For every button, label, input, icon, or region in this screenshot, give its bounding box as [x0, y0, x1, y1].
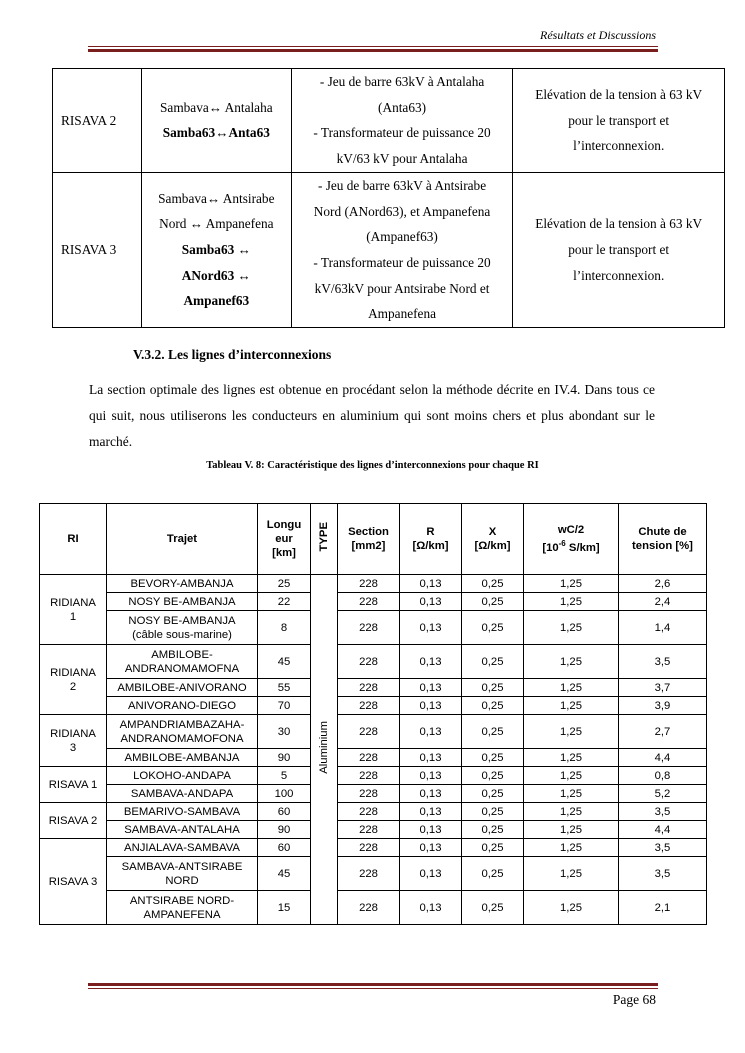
reactance-cell: 0,25	[462, 821, 524, 839]
substation-equipment-cell: - Jeu de barre 63kV à Antsirabe Nord (ANord63), et Ampanefena (Ampanef63) - Transformateur de puissance 20 kV/63kV pour Antsirabe Nord et Ampanefena	[291, 172, 513, 327]
voltage-drop-cell: 5,2	[619, 785, 707, 803]
substation-ri-cell: RISAVA 3	[53, 172, 142, 327]
table-caption: Tableau V. 8: Caractéristique des lignes d’interconnexions pour chaque RI	[206, 460, 539, 471]
section-cell: 228	[338, 715, 400, 749]
table-header-row	[40, 504, 707, 575]
header-type: TYPE	[311, 504, 338, 575]
reactance-cell: 0,25	[462, 645, 524, 679]
longueur-cell: 25	[258, 575, 311, 593]
capacitance-cell: 1,25	[524, 749, 619, 767]
ri-group-cell: RISAVA 1	[40, 767, 107, 803]
trajet-cell: AMPANDRIAMBAZAHA- ANDRANOMAMOFONA	[107, 715, 258, 749]
trajet-cell: ANTSIRABE NORD- AMPANEFENA	[107, 891, 258, 925]
capacitance-cell: 1,25	[524, 839, 619, 857]
longueur-cell: 15	[258, 891, 311, 925]
voltage-drop-cell: 2,4	[619, 593, 707, 611]
reactance-cell: 0,25	[462, 575, 524, 593]
trajet-cell: BEMARIVO-SAMBAVA	[107, 803, 258, 821]
header-resistance: R [Ω/km]	[400, 504, 462, 575]
footer-rule-thin	[88, 988, 658, 989]
substation-row	[53, 172, 725, 327]
reactance-cell: 0,25	[462, 767, 524, 785]
section-cell: 228	[338, 767, 400, 785]
voltage-drop-cell: 3,9	[619, 697, 707, 715]
trajet-cell: AMBILOBE-ANIVORANO	[107, 679, 258, 697]
page-number: Page 68	[612, 992, 656, 1007]
longueur-cell: 5	[258, 767, 311, 785]
longueur-cell: 22	[258, 593, 311, 611]
longueur-cell: 90	[258, 749, 311, 767]
resistance-cell: 0,13	[400, 645, 462, 679]
ri-group-cell: RIDIANA 1	[40, 575, 107, 645]
resistance-cell: 0,13	[400, 593, 462, 611]
ri-group-cell: RISAVA 3	[40, 839, 107, 925]
reactance-cell: 0,25	[462, 749, 524, 767]
table-row	[40, 715, 707, 749]
reactance-cell: 0,25	[462, 611, 524, 645]
trajet-cell: ANIVORANO-DIEGO	[107, 697, 258, 715]
reactance-cell: 0,25	[462, 803, 524, 821]
interconnection-lines-table	[39, 503, 707, 925]
trajet-cell: LOKOHO-ANDAPA	[107, 767, 258, 785]
resistance-cell: 0,13	[400, 715, 462, 749]
section-cell: 228	[338, 679, 400, 697]
voltage-drop-cell: 3,7	[619, 679, 707, 697]
type-cell: Aluminium	[311, 575, 338, 925]
longueur-cell: 45	[258, 857, 311, 891]
resistance-cell: 0,13	[400, 821, 462, 839]
header-voltage-drop: Chute de tension [%]	[619, 504, 707, 575]
running-header-title: Résultats et Discussions	[540, 28, 656, 42]
section-cell: 228	[338, 611, 400, 645]
ri-group-cell: RIDIANA 3	[40, 715, 107, 767]
capacitance-cell: 1,25	[524, 891, 619, 925]
capacitance-cell: 1,25	[524, 767, 619, 785]
table-row	[40, 697, 707, 715]
voltage-drop-cell: 2,1	[619, 891, 707, 925]
voltage-drop-cell: 0,8	[619, 767, 707, 785]
resistance-cell: 0,13	[400, 803, 462, 821]
table-row	[40, 611, 707, 645]
substation-role-cell: Elévation de la tension à 63 kV pour le transport et l’interconnexion.	[513, 69, 725, 173]
capacitance-cell: 1,25	[524, 697, 619, 715]
longueur-cell: 8	[258, 611, 311, 645]
substation-route-cell: Sambava↔ Antsirabe Nord ↔ Ampanefena Samba63 ↔ ANord63 ↔ Ampanef63	[141, 172, 291, 327]
table-row	[40, 749, 707, 767]
table-row	[40, 785, 707, 803]
capacitance-cell: 1,25	[524, 715, 619, 749]
trajet-cell: SAMBAVA-ANDAPA	[107, 785, 258, 803]
reactance-cell: 0,25	[462, 857, 524, 891]
section-cell: 228	[338, 785, 400, 803]
reactance-cell: 0,25	[462, 891, 524, 925]
reactance-cell: 0,25	[462, 839, 524, 857]
voltage-drop-cell: 2,6	[619, 575, 707, 593]
ri-group-cell: RISAVA 2	[40, 803, 107, 839]
trajet-cell: SAMBAVA-ANTALAHA	[107, 821, 258, 839]
section-cell: 228	[338, 645, 400, 679]
reactance-cell: 0,25	[462, 785, 524, 803]
header-longueur: Longu eur [km]	[258, 504, 311, 575]
table-row	[40, 839, 707, 857]
capacitance-cell: 1,25	[524, 645, 619, 679]
header-ri: RI	[40, 504, 107, 575]
longueur-cell: 70	[258, 697, 311, 715]
section-cell: 228	[338, 857, 400, 891]
table-row	[40, 593, 707, 611]
section-cell: 228	[338, 839, 400, 857]
resistance-cell: 0,13	[400, 785, 462, 803]
section-cell: 228	[338, 821, 400, 839]
voltage-drop-cell: 1,4	[619, 611, 707, 645]
substation-equipment-cell: - Jeu de barre 63kV à Antalaha (Anta63) - Transformateur de puissance 20 kV/63 kV pour Antalaha	[291, 69, 513, 173]
section-heading: V.3.2. Les lignes d’interconnexions	[133, 347, 332, 362]
capacitance-cell: 1,25	[524, 803, 619, 821]
capacitance-cell: 1,25	[524, 575, 619, 593]
capacitance-cell: 1,25	[524, 679, 619, 697]
section-cell: 228	[338, 575, 400, 593]
trajet-cell: AMBILOBE- ANDRANOMAMOFNA	[107, 645, 258, 679]
trajet-cell: NOSY BE-AMBANJA (câble sous-marine)	[107, 611, 258, 645]
capacitance-cell: 1,25	[524, 785, 619, 803]
longueur-cell: 60	[258, 803, 311, 821]
longueur-cell: 90	[258, 821, 311, 839]
voltage-drop-cell: 3,5	[619, 857, 707, 891]
section-cell: 228	[338, 891, 400, 925]
section-cell: 228	[338, 803, 400, 821]
trajet-cell: ANJIALAVA-SAMBAVA	[107, 839, 258, 857]
table-row	[40, 803, 707, 821]
capacitance-cell: 1,25	[524, 857, 619, 891]
table-row	[40, 679, 707, 697]
resistance-cell: 0,13	[400, 749, 462, 767]
section-cell: 228	[338, 697, 400, 715]
trajet-cell: NOSY BE-AMBANJA	[107, 593, 258, 611]
section-paragraph: La section optimale des lignes est obtenue en procédant selon la méthode décrite en IV.4. Dans tous ce qui suit, nous utiliserons les conducteurs en aluminium qui sont moins chers et plus abondant sur le marché.	[89, 382, 655, 449]
header-trajet: Trajet	[107, 504, 258, 575]
capacitance-cell: 1,25	[524, 593, 619, 611]
trajet-cell: BEVORY-AMBANJA	[107, 575, 258, 593]
ri-group-cell: RIDIANA 2	[40, 645, 107, 715]
substation-ri-cell: RISAVA 2	[53, 69, 142, 173]
resistance-cell: 0,13	[400, 697, 462, 715]
voltage-drop-cell: 2,7	[619, 715, 707, 749]
resistance-cell: 0,13	[400, 839, 462, 857]
section-cell: 228	[338, 593, 400, 611]
resistance-cell: 0,13	[400, 767, 462, 785]
substation-role-cell: Elévation de la tension à 63 kV pour le transport et l’interconnexion.	[513, 172, 725, 327]
resistance-cell: 0,13	[400, 611, 462, 645]
resistance-cell: 0,13	[400, 575, 462, 593]
voltage-drop-cell: 4,4	[619, 749, 707, 767]
longueur-cell: 60	[258, 839, 311, 857]
reactance-cell: 0,25	[462, 697, 524, 715]
capacitance-cell: 1,25	[524, 821, 619, 839]
trajet-cell: SAMBAVA-ANTSIRABE NORD	[107, 857, 258, 891]
resistance-cell: 0,13	[400, 679, 462, 697]
table-row	[40, 767, 707, 785]
reactance-cell: 0,25	[462, 715, 524, 749]
reactance-cell: 0,25	[462, 593, 524, 611]
table-row	[40, 891, 707, 925]
table-row	[40, 645, 707, 679]
substation-route-cell: Sambava↔ Antalaha Samba63↔Anta63	[141, 69, 291, 173]
capacitance-cell: 1,25	[524, 611, 619, 645]
longueur-cell: 45	[258, 645, 311, 679]
voltage-drop-cell: 3,5	[619, 803, 707, 821]
longueur-cell: 100	[258, 785, 311, 803]
substation-row	[53, 69, 725, 173]
longueur-cell: 55	[258, 679, 311, 697]
header-reactance: X [Ω/km]	[462, 504, 524, 575]
trajet-cell: AMBILOBE-AMBANJA	[107, 749, 258, 767]
section-cell: 228	[338, 749, 400, 767]
footer-rule-thick	[88, 983, 658, 986]
voltage-drop-cell: 4,4	[619, 821, 707, 839]
resistance-cell: 0,13	[400, 891, 462, 925]
table-row	[40, 857, 707, 891]
table-row	[40, 821, 707, 839]
reactance-cell: 0,25	[462, 679, 524, 697]
header-capacitance: wC/2 [$10^{-6}$ S/km]	[524, 504, 619, 575]
table-row	[40, 575, 707, 593]
voltage-drop-cell: 3,5	[619, 839, 707, 857]
resistance-cell: 0,13	[400, 857, 462, 891]
header-rule-thin	[88, 46, 658, 47]
header-section: Section [mm2]	[338, 504, 400, 575]
substation-table	[52, 68, 725, 328]
longueur-cell: 30	[258, 715, 311, 749]
header-rule-thick	[88, 49, 658, 52]
voltage-drop-cell: 3,5	[619, 645, 707, 679]
